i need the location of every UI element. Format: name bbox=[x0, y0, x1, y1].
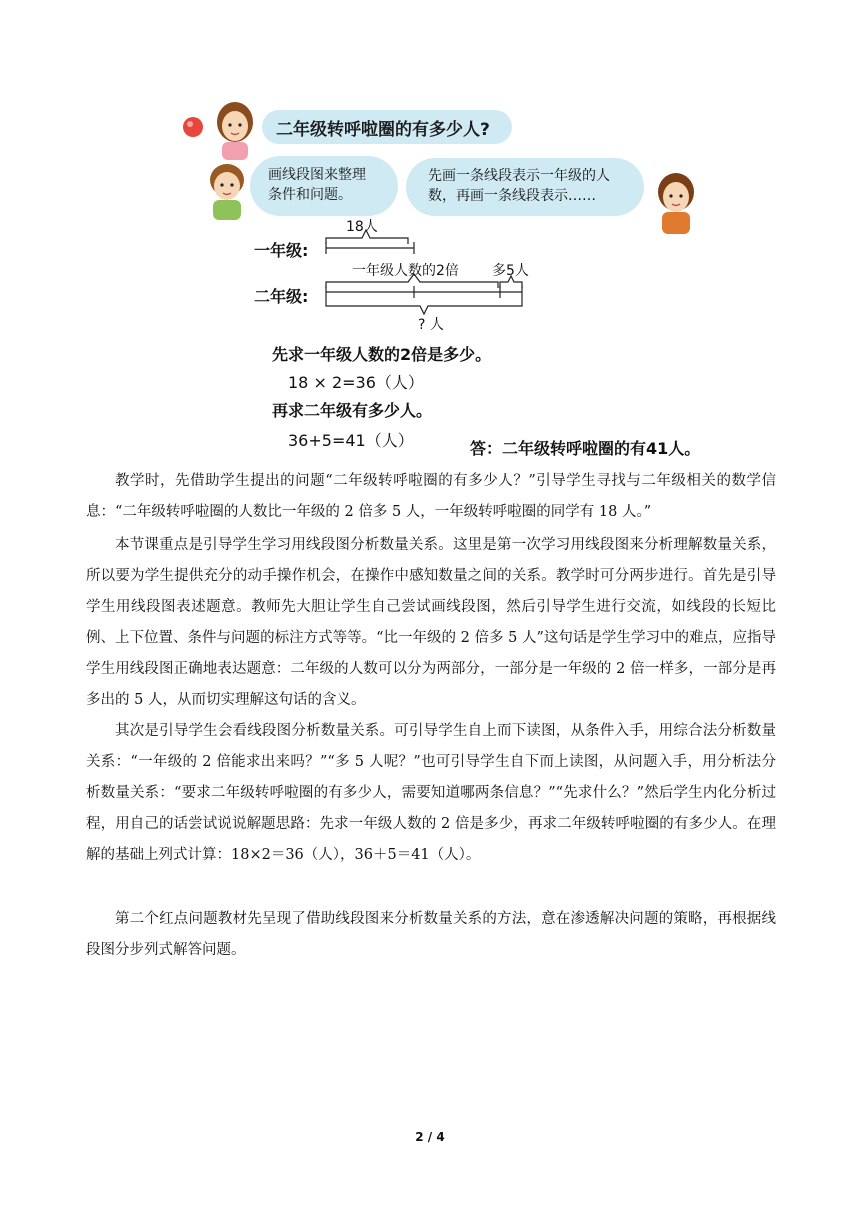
label-grade1: 一年级: bbox=[254, 241, 309, 260]
label-question: ? 人 bbox=[418, 317, 444, 333]
label-grade2: 二年级: bbox=[254, 287, 309, 306]
label-more5: 多5人 bbox=[492, 263, 529, 279]
page-number: 2 / 4 bbox=[415, 1130, 445, 1144]
paragraph: 其次是引导学生会看线段图分析数量关系。可引导学生自上而下读图，从条件入手，用综合法分析数量关系：“一年级的 2 倍能求出来吗？”“多 5 人呢？”也可引导学生自下而上读图，从问题入手，用分析法分析数量关系：“要求二年级转呼啦圈的有多少人，需要知道哪两条信息？”“先求什么？”然后学生内化分析过程，用自己的话尝试说说解题思路：先求一年级人数的 2 倍是多少，再求二年级转呼啦圈的有多少人。在理解的基础上列式计算：18×2＝36（人），36＋5＝41（人）。 bbox=[86, 723, 776, 863]
brace-more5 bbox=[500, 276, 522, 288]
label-double: 一年级人数的2倍 bbox=[352, 263, 459, 279]
paragraph: 第二个红点问题教材先呈现了借助线段图来分析数量关系的方法，意在渗透解决问题的策略，再根据线段图分步列式解答问题。 bbox=[86, 911, 776, 958]
formula1: 18 × 2=36（人） bbox=[288, 373, 424, 392]
girl-avatar-icon bbox=[208, 98, 262, 160]
label-18: 18人 bbox=[346, 219, 378, 235]
brace-double bbox=[326, 274, 498, 288]
paragraph: 本节课重点是引导学生学习用线段图分析数量关系。这里是第一次学习用线段图来分析理解数量关系，所以要为学生提供充分的动手操作机会，在操作中感知数量之间的关系。教学时可分两步进行。首先是引导学生用线段图表述题意。教师先大胆让学生自己尝试画线段图，然后引导学生进行交流，如线段的长短比例、上下位置、条件与问题的标注方式等等。“比一年级的 2 倍多 5 人”这句话是学生学习中的难点，应指导学生用线段图正确地表达题意：二年级的人数可以分为两部分，一部分是一年级的 2 倍一样多，一部分是再多出的 5 人，从而切实理解这句话的含义。 bbox=[86, 537, 776, 708]
step1-text: 先求一年级人数的2倍是多少。 bbox=[272, 345, 492, 364]
step2-text: 再求二年级有多少人。 bbox=[272, 401, 433, 420]
boy-bubble-line: 条件和问题。 bbox=[268, 187, 352, 203]
girl-speech-bubble bbox=[406, 158, 644, 216]
boy-avatar-icon bbox=[200, 158, 254, 220]
paragraph: 教学时，先借助学生提出的问题“二年级转呼啦圈的有多少人？”引导学生寻找与二年级相关的数学信息：“二年级转呼啦圈的人数比一年级的 2 倍多 5 人，一年级转呼啦圈的同学有 18 人。” bbox=[86, 473, 776, 520]
boy-speech-bubble bbox=[250, 156, 398, 216]
line-segment-diagram bbox=[320, 226, 540, 322]
red-dot-icon bbox=[182, 116, 204, 138]
question-bubble: 二年级转呼啦圈的有多少人? bbox=[262, 110, 512, 144]
brace-question bbox=[326, 298, 522, 314]
textbook-figure bbox=[170, 96, 770, 466]
brace-18 bbox=[326, 230, 408, 244]
formula2: 36+5=41（人） bbox=[288, 431, 414, 450]
girl-bubble-line: 先画一条线段表示一年级的人 bbox=[428, 168, 610, 184]
answer-text: 答：二年级转呼啦圈的有41人。 bbox=[470, 439, 701, 458]
girl-avatar-icon bbox=[646, 168, 706, 234]
boy-bubble-line: 画线段图来整理 bbox=[268, 167, 366, 183]
girl-bubble-line: 数，再画一条线段表示…… bbox=[428, 188, 596, 204]
